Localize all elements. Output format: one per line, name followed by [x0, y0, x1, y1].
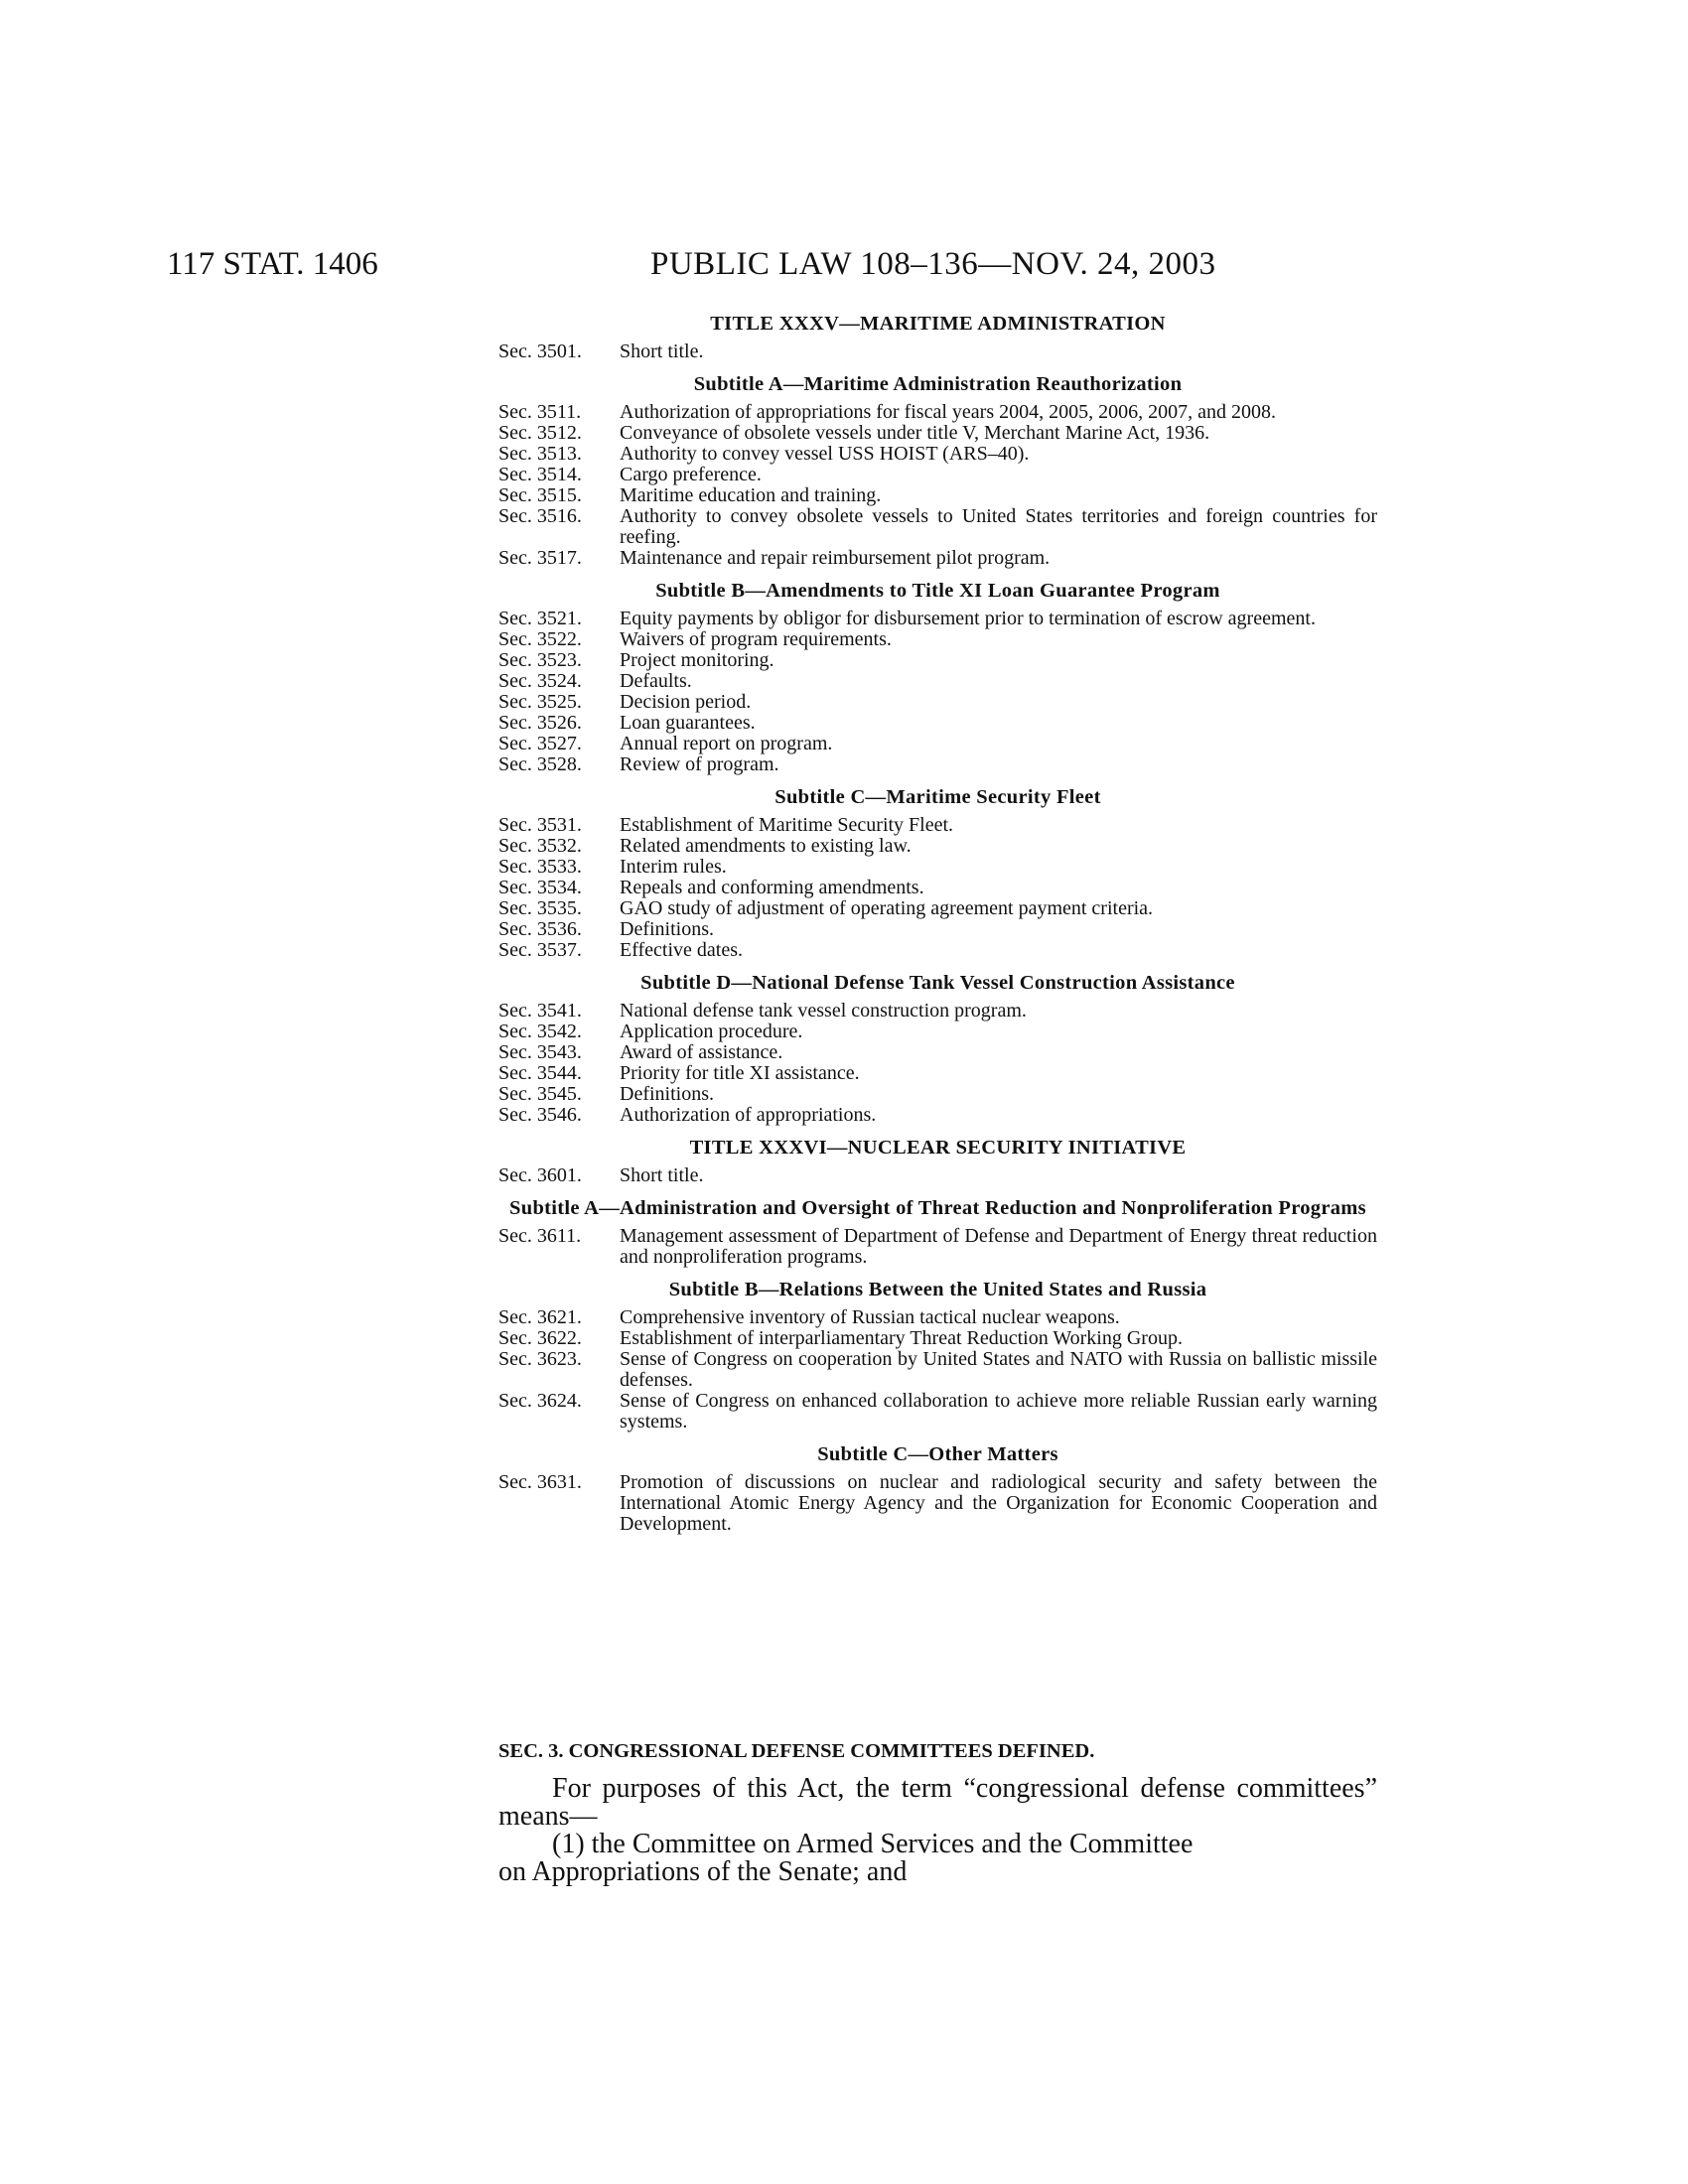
toc-entry [498, 506, 1377, 548]
toc-entry-title: Annual report on program. [620, 733, 833, 754]
table-of-contents [498, 314, 1377, 1535]
toc-entry-title: Maintenance and repair reimbursement pilot program. [620, 547, 1051, 569]
toc-entry [498, 692, 1377, 713]
toc-entry-title: Authority to convey obsolete vessels to United States territories and foreign countries for reefing. [620, 505, 1377, 548]
toc-entry-title: Priority for title XI assistance. [620, 1062, 860, 1084]
toc-entry-title: Authorization of appropriations for fiscal years 2004, 2005, 2006, 2007, and 2008. [620, 401, 1276, 423]
toc-entry [498, 444, 1377, 465]
toc-entry [498, 1001, 1377, 1022]
toc-entry-title: Management assessment of Department of Defense and Department of Energy threat reduction and nonproliferation programs. [620, 1225, 1377, 1268]
toc-entry [498, 650, 1377, 671]
toc-entry-title: Repeals and conforming amendments. [620, 877, 924, 898]
toc-entry-title: GAO study of adjustment of operating agreement payment criteria. [620, 897, 1154, 919]
toc-entry [498, 836, 1377, 857]
toc-entry [498, 1226, 1377, 1268]
item-1-lead: (1) the Committee on Armed Services and the Committee [552, 1829, 1194, 1859]
toc-entry-number: Sec. 3537. [498, 939, 582, 961]
toc-entry-number: Sec. 3516. [498, 505, 582, 527]
toc-heading: TITLE XXXVI—NUCLEAR SECURITY INITIATIVE [689, 1137, 1187, 1159]
toc-entry [498, 754, 1377, 775]
toc-entry-number: Sec. 3544. [498, 1062, 582, 1084]
toc-entry [498, 485, 1377, 506]
toc-entry-number: Sec. 3512. [498, 422, 582, 444]
toc-entry [498, 898, 1377, 919]
toc-entry-number: Sec. 3526. [498, 712, 582, 734]
toc-entry-title: Project monitoring. [620, 649, 774, 671]
toc-entry [498, 1165, 1377, 1186]
toc-entry-title: Waivers of program requirements. [620, 628, 892, 650]
toc-entry-title: Conveyance of obsolete vessels under title V, Merchant Marine Act, 1936. [620, 422, 1210, 444]
toc-entry-title: Authorization of appropriations. [620, 1104, 877, 1126]
toc-entry-title: National defense tank vessel construction program. [620, 1000, 1027, 1022]
toc-entry-title: Establishment of Maritime Security Fleet. [620, 814, 954, 836]
toc-entry-title: Short title. [620, 341, 704, 362]
toc-entry [498, 1391, 1377, 1433]
toc-entry-title: Sense of Congress on cooperation by United States and NATO with Russia on ballistic missile defenses. [620, 1348, 1377, 1391]
toc-entry-number: Sec. 3546. [498, 1104, 582, 1126]
toc-entry [498, 919, 1377, 940]
toc-entry-number: Sec. 3622. [498, 1327, 582, 1349]
toc-entry [498, 629, 1377, 650]
toc-entry-title: Related amendments to existing law. [620, 835, 912, 857]
toc-entry [498, 609, 1377, 629]
toc-entry-number: Sec. 3545. [498, 1083, 582, 1105]
body-paragraph: For purposes of this Act, the term “congressional defense committees” means— [498, 1773, 1377, 1832]
toc-entry-title: Loan guarantees. [620, 712, 756, 734]
toc-entry-number: Sec. 3501. [498, 341, 582, 362]
toc-entry [498, 815, 1377, 836]
toc-entry-title: Definitions. [620, 918, 714, 940]
toc-entry-number: Sec. 3525. [498, 691, 582, 713]
toc-entry-number: Sec. 3513. [498, 443, 582, 465]
toc-entry-title: Establishment of interparliamentary Threat Reduction Working Group. [620, 1327, 1183, 1349]
toc-entry-title: Authority to convey vessel USS HOIST (ARS–40). [620, 443, 1030, 465]
toc-heading: Subtitle A—Maritime Administration Reauthorization [693, 373, 1183, 395]
toc-entry-title: Short title. [620, 1164, 704, 1186]
toc-entry-number: Sec. 3521. [498, 608, 582, 629]
toc-entry-number: Sec. 3624. [498, 1390, 582, 1412]
toc-entry [498, 1328, 1377, 1349]
toc-entry-number: Sec. 3535. [498, 897, 582, 919]
toc-entry [498, 1472, 1377, 1535]
toc-entry [498, 423, 1377, 444]
toc-entry-number: Sec. 3517. [498, 547, 582, 569]
toc-entry-number: Sec. 3542. [498, 1021, 582, 1042]
toc-entry [498, 1105, 1377, 1126]
toc-heading: Subtitle B—Relations Between the United States and Russia [668, 1279, 1207, 1300]
toc-heading: Subtitle B—Amendments to Title XI Loan Guarantee Program [655, 580, 1220, 602]
toc-entry-number: Sec. 3527. [498, 733, 582, 754]
toc-heading: Subtitle A—Administration and Oversight of Threat Reduction and Nonproliferation Programs [509, 1197, 1366, 1219]
toc-entry-title: Maritime education and training. [620, 484, 882, 506]
toc-entry-number: Sec. 3533. [498, 856, 582, 878]
toc-entry-number: Sec. 3531. [498, 814, 582, 836]
toc-entry-title: Award of assistance. [620, 1041, 783, 1063]
toc-entry-number: Sec. 3621. [498, 1306, 582, 1328]
toc-entry-number: Sec. 3515. [498, 484, 582, 506]
toc-entry [498, 734, 1377, 754]
toc-entry-number: Sec. 3543. [498, 1041, 582, 1063]
toc-entry-number: Sec. 3534. [498, 877, 582, 898]
toc-entry-title: Promotion of discussions on nuclear and radiological security and safety between the International Atomic Energy Agency and the Organization for Economic Cooperation and Development. [620, 1471, 1377, 1535]
toc-entry-title: Decision period. [620, 691, 752, 713]
toc-entry [498, 1042, 1377, 1063]
toc-entry-number: Sec. 3601. [498, 1164, 582, 1186]
toc-entry-title: Interim rules. [620, 856, 727, 878]
toc-entry-title: Definitions. [620, 1083, 714, 1105]
toc-entry-title: Equity payments by obligor for disbursement prior to termination of escrow agreement. [620, 608, 1316, 629]
running-header: PUBLIC LAW 108–136—NOV. 24, 2003 [650, 246, 1216, 282]
toc-entry-number: Sec. 3623. [498, 1348, 582, 1370]
toc-entry-number: Sec. 3528. [498, 753, 582, 775]
toc-heading: Subtitle D—National Defense Tank Vessel Construction Assistance [640, 972, 1235, 994]
toc-entry [498, 940, 1377, 961]
toc-entry-title: Review of program. [620, 753, 779, 775]
toc-entry-number: Sec. 3611. [498, 1225, 582, 1247]
section-heading: SEC. 3. CONGRESSIONAL DEFENSE COMMITTEES DEFINED. [498, 1740, 1095, 1762]
toc-entry-number: Sec. 3536. [498, 918, 582, 940]
toc-entry-number: Sec. 3523. [498, 649, 582, 671]
item-1-continuation: on Appropriations of the Senate; and [498, 1856, 908, 1887]
toc-entry [498, 1084, 1377, 1105]
toc-entry-number: Sec. 3532. [498, 835, 582, 857]
toc-entry-number: Sec. 3541. [498, 1000, 582, 1022]
toc-heading: Subtitle C—Other Matters [817, 1443, 1058, 1465]
toc-entry-number: Sec. 3514. [498, 464, 582, 485]
toc-entry-title: Effective dates. [620, 939, 744, 961]
toc-entry [498, 1307, 1377, 1328]
toc-heading: TITLE XXXV—MARITIME ADMINISTRATION [710, 313, 1166, 335]
toc-entry [498, 857, 1377, 878]
toc-heading: Subtitle C—Maritime Security Fleet [774, 786, 1101, 808]
toc-entry [498, 341, 1377, 362]
body-paragraph-item-1 [498, 1831, 1377, 1886]
toc-entry-title: Cargo preference. [620, 464, 762, 485]
toc-entry [498, 1063, 1377, 1084]
toc-entry [498, 1349, 1377, 1391]
toc-entry-title: Comprehensive inventory of Russian tactical nuclear weapons. [620, 1306, 1120, 1328]
toc-entry-title: Defaults. [620, 670, 692, 692]
toc-entry-number: Sec. 3524. [498, 670, 582, 692]
toc-entry [498, 878, 1377, 898]
toc-entry [498, 402, 1377, 423]
toc-entry-title: Sense of Congress on enhanced collaboration to achieve more reliable Russian early warning systems. [620, 1390, 1377, 1433]
toc-entry [498, 671, 1377, 692]
page-citation: 117 STAT. 1406 [167, 246, 378, 282]
toc-entry-number: Sec. 3511. [498, 401, 582, 423]
toc-entry [498, 713, 1377, 734]
toc-entry [498, 548, 1377, 569]
toc-entry [498, 1022, 1377, 1042]
toc-entry-title: Application procedure. [620, 1021, 803, 1042]
toc-entry-number: Sec. 3631. [498, 1471, 582, 1493]
toc-entry [498, 465, 1377, 485]
toc-entry-number: Sec. 3522. [498, 628, 582, 650]
